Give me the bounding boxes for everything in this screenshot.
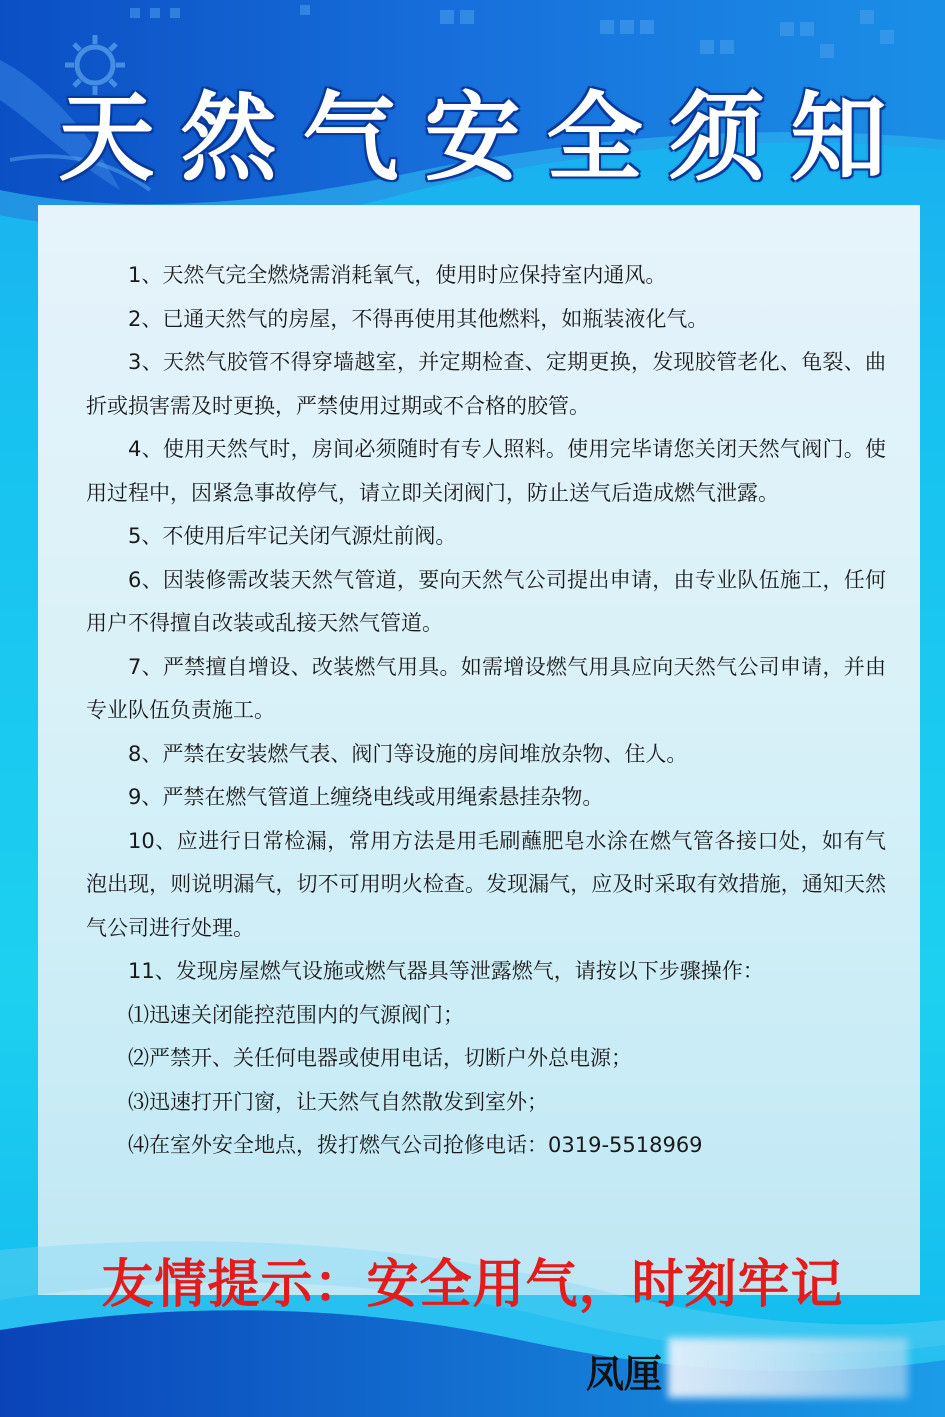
blurred-overlay [668,1338,908,1398]
notice-item: 5、不使用后牢记关闭气源灶前阀。 [128,524,457,548]
notice-list [86,254,886,1168]
notice-item: 1、天然气完全燃烧需消耗氧气，使用时应保持室内通风。 [128,263,667,287]
notice-item: 11、发现房屋燃气设施或燃气器具等泄露燃气，请按以下步骤操作： [128,959,764,983]
poster-title: 天然气安全须知 [58,81,913,194]
step-item: ⑴迅速关闭能控范围内的气源阀门； [128,1002,464,1027]
notice-item: 7、严禁擅自增设、改装燃气用具。如需增设燃气用具应向天然气公司申请，并由专业队伍负责施工。 [86,654,886,722]
notice-item: 8、严禁在安装燃气表、阀门等设施的房间堆放杂物、住人。 [128,741,688,766]
notice-item: 4、使用天然气时，房间必须随时有专人照料。使用完毕请您关闭天然气阀门。使用过程中，因紧急事故停气，请立即关闭阀门，防止送气后造成燃气泄露。 [86,437,886,505]
notice-item: 2、已通天然气的房屋，不得再使用其他燃料，如瓶装液化气。 [128,306,709,331]
notice-item: 3、天然气胶管不得穿墙越室，并定期检查、定期更换，发现胶管老化、龟裂、曲折或损害需及时更换，严禁使用过期或不合格的胶管。 [86,350,886,418]
notice-item: 9、严禁在燃气管道上缠绕电线或用绳索悬挂杂物。 [128,785,604,809]
step-item: ⑷在室外安全地点，拨打燃气公司抢修电话：0319-5518969 [128,1133,703,1157]
signature: 凤厘 [586,1351,663,1396]
friendly-reminder: 友情提示：安全用气，时刻牢记 [101,1255,844,1315]
step-item: ⑶迅速打开门窗，让天然气自然散发到室外； [128,1089,548,1114]
notice-item: 10、应进行日常检漏，常用方法是用毛刷蘸肥皂水涂在燃气管各接口处，如有气泡出现，则说明漏气，切不可用明火检查。发现漏气，应及时采取有效措施，通知天然气公司进行处理。 [86,828,886,940]
step-item: ⑵严禁开、关任何电器或使用电话，切断户外总电源； [128,1046,632,1070]
notice-item: 6、因装修需改装天然气管道，要向天然气公司提出申请，由专业队伍施工，任何用户不得擅自改装或乱接天然气管道。 [86,567,886,635]
